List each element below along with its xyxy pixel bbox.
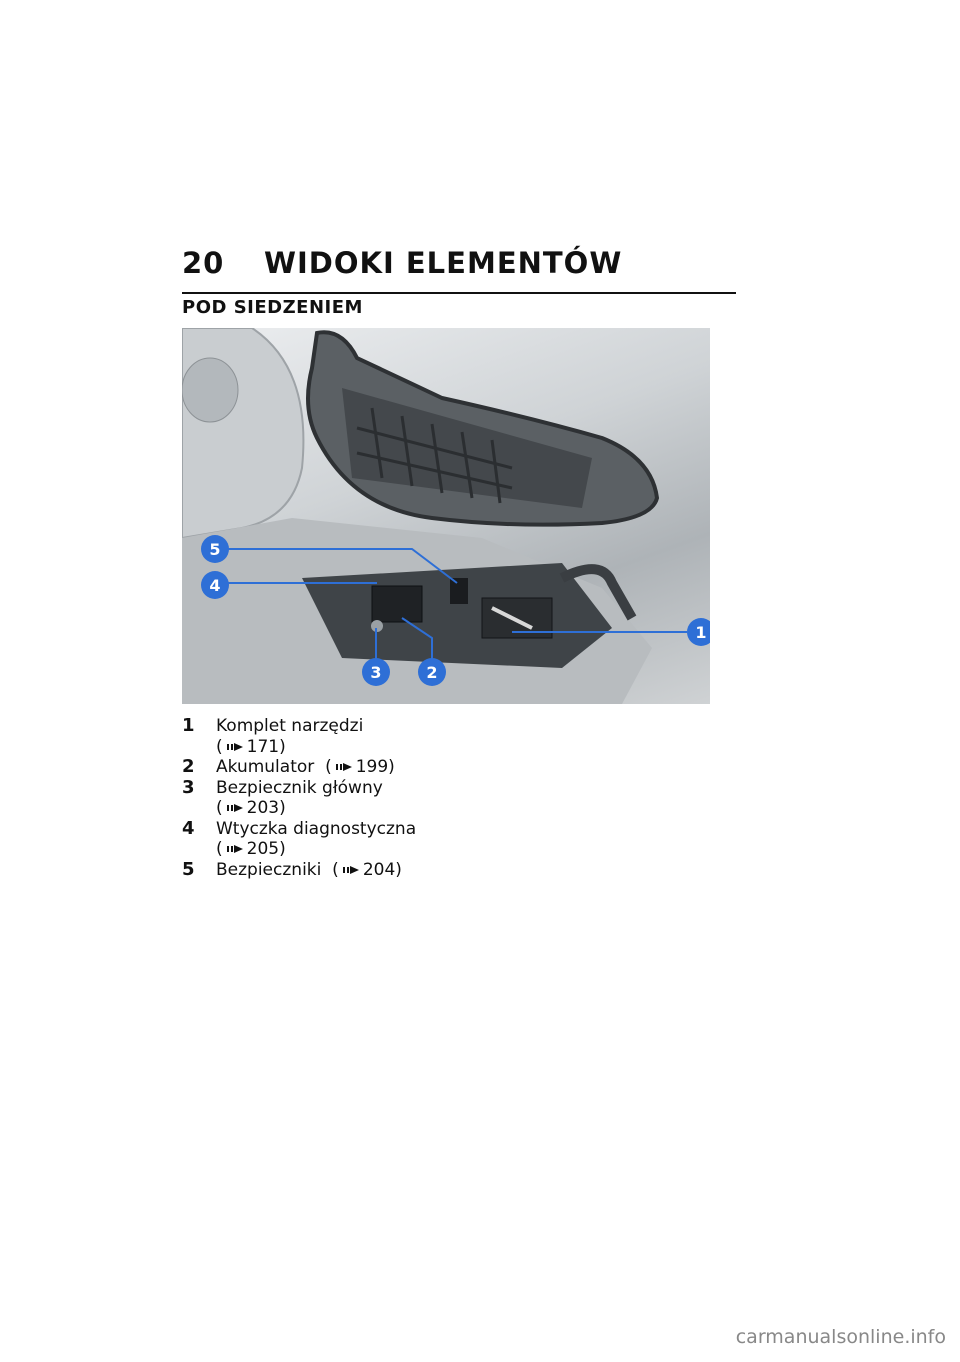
figure-illustration: [182, 328, 710, 704]
legend-item: [182, 860, 482, 881]
callout-4-label: 4: [209, 576, 221, 595]
page-reference[interactable]: ( 205): [216, 839, 286, 859]
page-reference-number: 171): [246, 736, 286, 757]
callout-5-marker: [201, 535, 229, 563]
legend-number: 3: [182, 776, 195, 798]
chapter-title: WIDOKI ELEMENTÓW: [264, 246, 623, 280]
legend-number: 4: [182, 817, 195, 839]
section-title: POD SIEDZENIEM: [182, 297, 363, 318]
legend-number: 2: [182, 756, 195, 777]
callout-4-marker: [201, 571, 229, 599]
legend-item: [182, 716, 482, 757]
page-reference[interactable]: ( 199): [319, 757, 395, 777]
figure-legend: [182, 716, 482, 880]
page-reference-number: 205): [246, 839, 286, 859]
legend-label: Bezpiecznik główny: [216, 777, 383, 798]
page-reference-number: 203): [246, 798, 286, 818]
motorcycle-under-seat-figure: [182, 328, 710, 704]
callout-2-label: 2: [426, 663, 438, 682]
header-rule: [182, 292, 736, 294]
page-ref-arrow-icon: [343, 864, 359, 876]
callout-1-marker: [687, 618, 710, 646]
legend-item: [182, 757, 482, 778]
page-reference-number: 199): [355, 757, 395, 777]
legend-label: Wtyczka diagnostyczna: [216, 818, 417, 839]
page-ref-arrow-icon: [227, 741, 243, 753]
legend-label: Bezpieczniki: [216, 859, 322, 880]
legend-label: Akumulator: [216, 757, 315, 777]
legend-number: 1: [182, 715, 195, 736]
page-reference[interactable]: ( 204): [326, 859, 402, 880]
legend-number: 5: [182, 858, 195, 880]
callout-3-marker: [362, 658, 390, 686]
page-ref-arrow-icon: [336, 761, 352, 773]
page-ref-arrow-icon: [227, 802, 243, 814]
page-ref-arrow-icon: [227, 843, 243, 855]
callout-5-label: 5: [209, 540, 221, 559]
legend-label: Komplet narzędzi: [216, 716, 364, 736]
callout-2-marker: [418, 658, 446, 686]
legend-item: [182, 819, 482, 860]
callout-3-label: 3: [370, 663, 382, 682]
page-number: 20: [182, 246, 225, 280]
page-reference-number: 204): [362, 859, 402, 880]
callout-1-label: 1: [695, 623, 707, 642]
page-reference[interactable]: ( 171): [216, 736, 286, 757]
watermark: carmanualsonline.info: [735, 1326, 946, 1348]
page-reference[interactable]: ( 203): [216, 798, 286, 818]
legend-item: [182, 778, 482, 819]
